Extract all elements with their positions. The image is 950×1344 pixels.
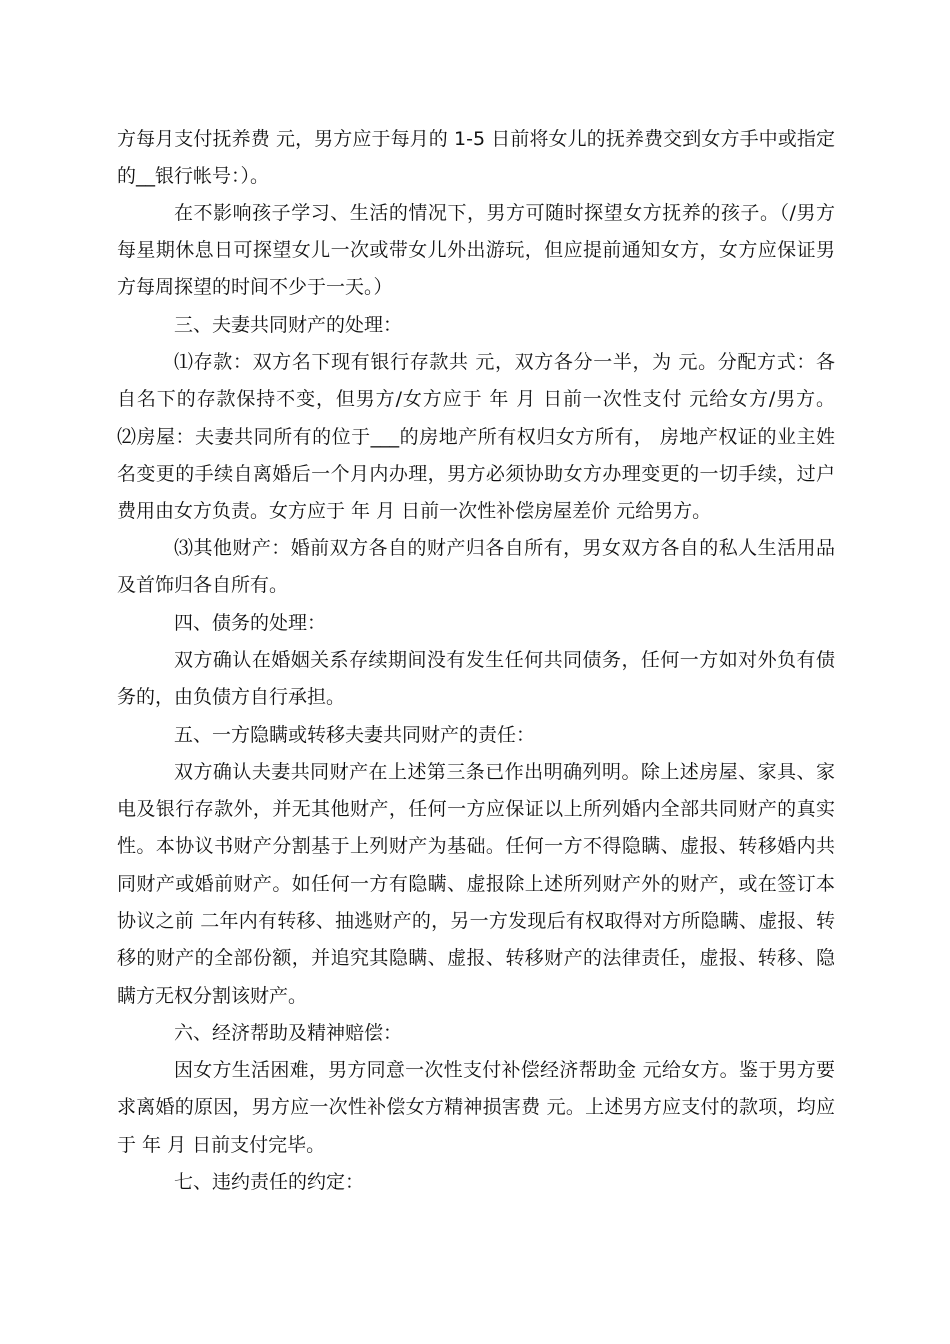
text-line: 双方确认在婚姻关系存续期间没有发生任何共同债务，任何一方如对外负有债 [174, 649, 835, 671]
text-line: 于 年 月 日前支付完毕。 [117, 1134, 326, 1156]
text-line: 每星期休息日可探望女儿一次或带女儿外出游玩，但应提前通知女方，女方应保证男 [117, 239, 835, 261]
text-line: 名变更的手续自离婚后一个月内办理，男方必须协助女方办理变更的一切手续，过户 [117, 463, 835, 485]
text-line: 性。本协议书财产分割基于上列财产为基础。任何一方不得隐瞒、虚报、转移婚内共 [117, 835, 835, 857]
section-heading: 六、经济帮助及精神赔偿： [174, 1022, 403, 1044]
text-line: 方每月支付抚养费 元，男方应于每月的 1-5 日前将女儿的抚养费交到女方手中或指定 [117, 128, 835, 150]
text-line: 费用由女方负责。女方应于 年 月 日前一次性补偿房屋差价 元给男方。 [117, 500, 712, 522]
text-line: 因女方生活困难，男方同意一次性支付补偿经济帮助金 元给女方。鉴于男方要 [174, 1059, 835, 1081]
section-heading: 四、债务的处理： [174, 612, 327, 634]
text-line: 方每周探望的时间不少于一天。） [117, 276, 393, 298]
section-heading: 七、违约责任的约定： [174, 1171, 365, 1193]
text-line: 务的，由负债方自行承担。 [117, 686, 346, 708]
text-line: ⑵房屋：夫妻共同所有的位于___的房地产所有权归女方所有， 房地产权证的业主姓 [117, 426, 835, 448]
text-line: 及首饰归各自所有。 [117, 574, 289, 596]
text-line: 的__银行帐号：）。 [117, 165, 270, 187]
text-line: 自名下的存款保持不变，但男方/女方应于 年 月 日前一次性支付 元给女方/男方。 [117, 388, 835, 410]
text-line: 协议之前 二年内有转移、抽逃财产的，另一方发现后有权取得对方所隐瞒、虚报、转 [117, 910, 835, 932]
text-line: 求离婚的原因，男方应一次性补偿女方精神损害费 元。上述男方应支付的款项，均应 [117, 1096, 835, 1118]
text-line: 电及银行存款外，并无其他财产，任何一方应保证以上所列婚内全部共同财产的真实 [117, 798, 835, 820]
text-line: 在不影响孩子学习、生活的情况下，男方可随时探望女方抚养的孩子。（/男方 [174, 202, 835, 224]
text-line: 同财产或婚前财产。如任何一方有隐瞒、虚报除上述所列财产外的财产，或在签订本 [117, 873, 835, 895]
text-line: 移的财产的全部份额，并追究其隐瞒、虚报、转移财产的法律责任，虚报、转移、隐 [117, 947, 835, 969]
text-line: ⑶其他财产：婚前双方各自的财产归各自所有，男女双方各自的私人生活用品 [174, 537, 835, 559]
text-line: ⑴存款：双方名下现有银行存款共 元，双方各分一半，为 元。分配方式：各 [174, 351, 835, 373]
section-heading: 三、夫妻共同财产的处理： [174, 314, 403, 336]
text-line: 双方确认夫妻共同财产在上述第三条已作出明确列明。除上述房屋、家具、家 [174, 761, 835, 783]
text-line: 瞒方无权分割该财产。 [117, 985, 308, 1007]
section-heading: 五、一方隐瞒或转移夫妻共同财产的责任： [174, 724, 536, 746]
